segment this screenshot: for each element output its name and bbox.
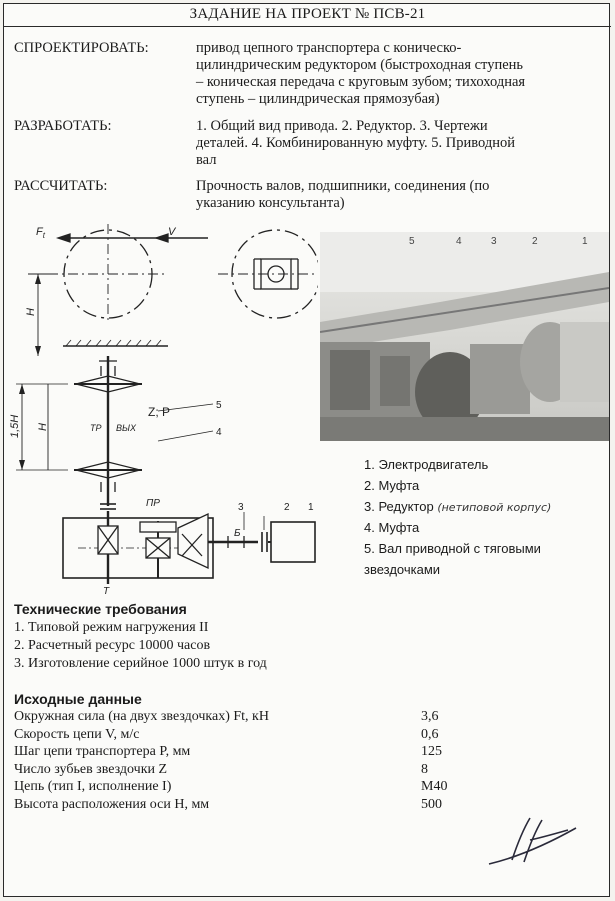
num-2: 2 [284,502,290,513]
legend-item-5-cont: звездочками [364,562,441,577]
drive-photo-illustration [320,232,609,441]
kinematic-scheme [8,216,318,596]
input-value: M40 [421,779,448,794]
photo-num-4: 4 [456,236,462,247]
photo-num-5: 5 [409,236,415,247]
input-row [14,708,494,726]
input-row [14,743,494,761]
label-b: Б [234,528,241,539]
photo-num-3: 3 [491,236,497,247]
input-row [14,726,494,744]
title-divider [4,26,611,27]
num-3: 3 [238,502,244,513]
input-label: Шаг цепи транспортера P, мм [14,744,191,759]
label-design: СПРОЕКТИРОВАТЬ: [14,40,149,56]
num-1: 1 [308,502,314,513]
text-calculate-2: указанию консультанта) [196,195,345,211]
text-design-3: – коническая передача с круговым зубом; тихоходная [196,74,526,90]
label-height-1-5: 1,5H [9,414,21,438]
input-row [14,778,494,796]
label-vykh: ВЫХ [116,423,136,433]
input-label: Окружная сила (на двух звездочках) Ft, кН [14,709,269,724]
legend-item-1: 1. Электродвигатель [364,457,489,472]
input-label: Цепь (тип I, исполнение I) [14,779,172,794]
requirement-1: 1. Типовой режим нагружения II [14,620,209,635]
label-calculate: РАССЧИТАТЬ: [14,178,108,194]
text-design-1: привод цепного транспортера с коническо- [196,40,462,56]
num-5: 5 [216,400,222,411]
label-speed: V [168,226,176,238]
legend-item-3: 3. Редуктор (нетиповой корпус) [364,499,552,514]
inputs-heading: Исходные данные [14,691,142,707]
photo-num-2: 2 [532,236,538,247]
input-value: 500 [421,796,442,812]
num-4: 4 [216,427,222,438]
requirements-heading: Технические требования [14,601,187,617]
requirement-3: 3. Изготовление серийное 1000 штук в год [14,656,267,671]
signature [484,812,594,872]
legend-item-2: 2. Муфта [364,478,420,493]
text-design-4: ступень – цилиндрическая прямозубая) [196,91,440,107]
requirement-2: 2. Расчетный ресурс 10000 часов [14,638,211,653]
text-develop-3: вал [196,152,217,168]
input-row [14,761,494,779]
text-calculate-1: Прочность валов, подшипники, соединения (по [196,178,490,194]
component-legend [364,454,551,580]
handwritten-note: (нетиповой корпус) [437,501,552,514]
input-value: 8 [421,761,428,777]
text-develop-1: 1. Общий вид привода. 2. Редуктор. 3. Чертежи [196,118,488,134]
text-develop-2: деталей. 4. Комбинированную муфту. 5. Приводной [196,135,516,151]
input-value: 125 [421,744,442,759]
label-tp: ТР [90,423,102,433]
label-force: $F_t$ [36,226,45,240]
label-height-inner: H [37,423,49,431]
task-sheet [3,3,610,897]
label-pr: ПР [146,498,160,509]
input-label: Число зубьев звездочки Z [14,761,168,777]
input-value: 3,6 [421,709,439,724]
photo-num-1: 1 [582,236,588,247]
label-zp: Z; P [148,405,171,419]
input-value: 0,6 [421,726,439,742]
page-title: ЗАДАНИЕ НА ПРОЕКТ № ПСВ-21 [189,6,426,22]
drive-photo [320,232,609,441]
label-t: Т [103,586,110,596]
input-label: Скорость цепи V, м/с [14,726,140,742]
legend-item-4: 4. Муфта [364,520,420,535]
label-develop: РАЗРАБОТАТЬ: [14,118,112,134]
text-design-2: цилиндрическим редуктором (быстроходная ступень [196,57,524,73]
input-row [14,796,494,814]
label-height: H [25,308,37,316]
inputs-table [14,708,494,813]
input-label: Высота расположения оси H, мм [14,796,210,812]
legend-item-5: 5. Вал приводной с тяговыми [364,541,541,556]
